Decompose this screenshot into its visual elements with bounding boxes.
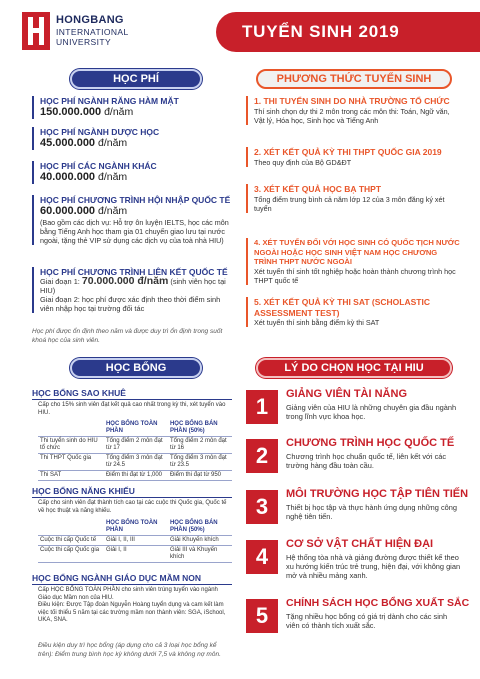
fee-item-pharmacy xyxy=(32,127,232,150)
scholarship-preschool-desc: Cấp HỌC BỔNG TOÀN PHẦN cho sinh viên trúng tuyển vào ngành Giáo dục Mầm non của HIU. xyxy=(38,587,218,601)
reason-label: CƠ SỞ VẬT CHẤT HIỆN ĐẠI xyxy=(286,538,434,550)
table-row xyxy=(38,454,232,471)
fee-label: HỌC PHÍ CHƯƠNG TRÌNH LIÊN KẾT QUỐC TẾ xyxy=(40,267,228,277)
scholarship-saokhue-title: HỌC BỔNG SAO KHUÊ xyxy=(32,388,232,400)
method-desc: Theo quy định của Bộ GD&ĐT xyxy=(254,157,352,167)
scholarship-talent-title: HỌC BỔNG NĂNG KHIẾU xyxy=(32,486,232,498)
fee-amount: 150.000.000 xyxy=(40,106,102,118)
reason-item-5 xyxy=(246,597,470,649)
fee-stage1-prefix: Giai đoạn 1: xyxy=(40,277,82,286)
method-item-1 xyxy=(246,96,462,125)
fee-unit: đ/năm xyxy=(95,171,128,183)
table-cell: HỌC BỔNG BÁN PHẦN (50%) xyxy=(168,420,232,437)
table-row xyxy=(38,536,232,546)
scholarship-section-title: HỌC BỔNG xyxy=(70,358,202,378)
reason-number: 2 xyxy=(246,439,278,473)
fee-label: HỌC PHÍ CÁC NGÀNH KHÁC xyxy=(40,161,157,171)
table-row xyxy=(38,546,232,563)
fee-label: HỌC PHÍ NGÀNH RĂNG HÀM MẶT xyxy=(40,96,179,106)
logo-line-3: UNIVERSITY xyxy=(56,37,112,47)
method-label: 2. XÉT KẾT QUẢ KỲ THI THPT QUỐC GIA 2019 xyxy=(254,147,442,157)
table-cell: Điểm thi đạt từ 950 xyxy=(168,471,232,481)
fee-stage2: Giai đoạn 2: học phí được xác định theo thời điểm sinh viên nhập học tại trường đối tác xyxy=(40,295,221,313)
method-desc: Thí sinh chọn dự thi 2 môn trong các môn thi: Toán, Ngữ văn, Vật lý, Hóa học, Sinh học và Tiếng Anh xyxy=(254,106,450,125)
scholarship-talent-table xyxy=(38,519,232,563)
scholarship-saokhue-table xyxy=(38,420,232,481)
reason-label: GIẢNG VIÊN TÀI NĂNG xyxy=(286,388,408,400)
table-cell: Thi THPT Quốc gia xyxy=(38,454,104,471)
scholarship-talent-desc: Cấp cho sinh viên đạt thành tích cao tại các cuộc thi Quốc gia, Quốc tế về học thuật và năng khiếu. xyxy=(38,500,227,514)
table-cell: Giải I, II, III xyxy=(104,536,168,546)
fee-amount: 60.000.000 xyxy=(40,205,96,217)
reason-number: 4 xyxy=(246,540,278,574)
scholarship-preschool-title: HỌC BỔNG NGÀNH GIÁO DỤC MẦM NON xyxy=(32,573,232,585)
method-item-3 xyxy=(246,184,462,213)
table-cell: Điểm thi đạt từ 1,000 xyxy=(104,471,168,481)
table-cell xyxy=(38,519,104,536)
table-cell xyxy=(38,420,104,437)
table-cell: Giải Khuyến khích xyxy=(168,536,232,546)
table-row xyxy=(38,471,232,481)
scholarship-saokhue-desc: Cấp cho 15% sinh viên đạt kết quả cao nhất trong kỳ thi, xét tuyển vào HIU. xyxy=(38,402,226,416)
hongbang-logo-icon xyxy=(22,12,50,50)
logo-line-1: HONGBANG xyxy=(56,14,124,26)
table-cell: Tổng điểm 2 môn đạt từ 16 xyxy=(168,437,232,454)
table-cell: Cuộc thi cấp Quốc gia xyxy=(38,546,104,563)
scholarship-preschool-condition: Điều kiện: Được Tập đoàn Nguyễn Hoàng tuyển dụng và cam kết làm việc tối thiểu 5 năm tại các trường mầm non thành viên: SGA, iSchool, UKA, SNA. xyxy=(38,602,226,623)
table-cell: HỌC BỔNG TOÀN PHẦN xyxy=(104,519,168,536)
table-row xyxy=(38,437,232,454)
methods-section-title: PHƯƠNG THỨC TUYỂN SINH xyxy=(256,69,452,89)
fee-unit: đ/năm xyxy=(95,137,128,149)
scholarship-note: Điều kiện duy trì học bổng (áp dụng cho cả 3 loại học bổng kể trên): Điểm trung bình học kỳ không dưới 7,5 và không nợ môn. xyxy=(38,642,221,658)
fees-section-title: HỌC PHÍ xyxy=(70,69,202,89)
method-item-4 xyxy=(246,238,462,285)
fees-note: Học phí được ổn định theo năm và được duy trì ổn định trong suốt khoá học của sinh viên. xyxy=(32,328,223,344)
logo-line-2: INTERNATIONAL xyxy=(56,27,129,37)
reason-desc: Thiết bị học tập và thực hành ứng dụng những công nghệ tiên tiến. xyxy=(286,503,457,521)
table-cell: Giải III và Khuyến khích xyxy=(168,546,232,563)
table-cell: HỌC BỔNG TOÀN PHẦN xyxy=(104,420,168,437)
reason-item-4 xyxy=(246,540,462,598)
table-header-row xyxy=(38,420,232,437)
fee-unit: đ/năm xyxy=(95,205,128,217)
fee-stage1-amount: 70.000.000 đ/năm xyxy=(81,275,169,287)
reason-item-2 xyxy=(246,439,462,489)
reason-label: CHÍNH SÁCH HỌC BỔNG XUẤT SẮC xyxy=(286,597,470,609)
table-cell: HỌC BỔNG BÁN PHẦN (50%) xyxy=(168,519,232,536)
method-desc: Xét tuyển thí sinh tốt nghiệp hoặc hoàn thành chương trình học THPT quốc tế xyxy=(254,266,456,285)
method-label: 3. XÉT KẾT QUẢ HỌC BẠ THPT xyxy=(254,184,382,194)
table-cell: Tổng điểm 2 môn đạt từ 17 xyxy=(104,437,168,454)
method-item-5 xyxy=(246,297,462,327)
header xyxy=(0,0,480,60)
reason-label: CHƯƠNG TRÌNH HỌC QUỐC TẾ xyxy=(286,437,455,449)
reason-item-3 xyxy=(246,488,469,540)
fee-amount: 45.000.000 xyxy=(40,137,96,149)
table-cell: Thi SAT xyxy=(38,471,104,481)
fee-unit: đ/năm xyxy=(101,106,134,118)
fee-item-joint-program xyxy=(32,267,232,313)
reasons-section-title: LÝ DO CHỌN HỌC TẠI HIU xyxy=(256,358,452,378)
table-cell: Giải I, II xyxy=(104,546,168,563)
table-cell: Tổng điểm 3 môn đạt từ 23.5 xyxy=(168,454,232,471)
reason-item-1 xyxy=(246,390,462,440)
fee-stage1-suffix: (sinh viên học tại HIU) xyxy=(40,277,226,295)
reason-desc: Giảng viên của HIU là những chuyên gia đầu ngành trong lĩnh vực khoa học. xyxy=(286,403,457,421)
method-item-2 xyxy=(246,147,462,167)
fee-amount: 40.000.000 xyxy=(40,171,96,183)
fee-item-other xyxy=(32,161,232,184)
fee-item-integration xyxy=(32,195,232,245)
reason-number: 5 xyxy=(246,599,278,633)
fee-label: HỌC PHÍ NGÀNH DƯỢC HỌC xyxy=(40,127,160,137)
fee-label: HỌC PHÍ CHƯƠNG TRÌNH HỘI NHẬP QUỐC TẾ xyxy=(40,195,231,205)
table-cell: Cuộc thi cấp Quốc tế xyxy=(38,536,104,546)
fee-item-dentistry xyxy=(32,96,232,119)
reason-desc: Chương trình học chuẩn quốc tế, liên kết với các trường hàng đầu toàn cầu. xyxy=(286,452,447,470)
method-label: 1. THI TUYỂN SINH DO NHÀ TRƯỜNG TỔ CHỨC xyxy=(254,96,450,106)
reason-number: 3 xyxy=(246,490,278,524)
method-desc: Tổng điểm trung bình cả năm lớp 12 của 3 môn đăng ký xét tuyển xyxy=(254,194,445,213)
reason-desc: Tặng nhiều học bổng có giá trị dành cho các sinh viên có thành tích xuất sắc. xyxy=(286,612,448,630)
fee-detail: (Bao gồm các dịch vụ: Hỗ trợ ôn luyện IELTS, học các môn bằng Tiếng Anh học tham gia 01 chuyến giao lưu tại nước ngoài, tặng thẻ VIP sử dụng các dịch vụ của toà nhà HIU) xyxy=(40,218,229,245)
method-label: 5. XÉT KẾT QUẢ KỲ THI SAT (SCHOLASTIC ASSESSMENT TEST) xyxy=(254,297,430,318)
method-label: 4. XÉT TUYỂN ĐỐI VỚI HỌC SINH CÓ QUỐC TỊCH NƯỚC NGOÀI HOẶC HỌC SINH VIỆT NAM HỌC CHƯƠNG TRÌNH THPT NƯỚC NGOÀI xyxy=(254,238,460,266)
table-cell: Thi tuyển sinh do HIU tổ chức xyxy=(38,437,104,454)
reason-desc: Hệ thống tòa nhà và giảng đường được thiết kế theo xu hướng kiến trúc trẻ trung, hiện đại, với không gian mở và nhiều mảng xanh. xyxy=(286,553,461,580)
method-desc: Xét tuyển thí sinh bằng điểm kỳ thi SAT xyxy=(254,318,380,327)
table-cell: Tổng điểm 3 môn đạt từ 24.5 xyxy=(104,454,168,471)
table-header-row xyxy=(38,519,232,536)
reason-number: 1 xyxy=(246,390,278,424)
page-title-banner: TUYỂN SINH 2019 xyxy=(216,12,480,52)
reason-label: MÔI TRƯỜNG HỌC TẬP TIÊN TIẾN xyxy=(286,488,469,500)
